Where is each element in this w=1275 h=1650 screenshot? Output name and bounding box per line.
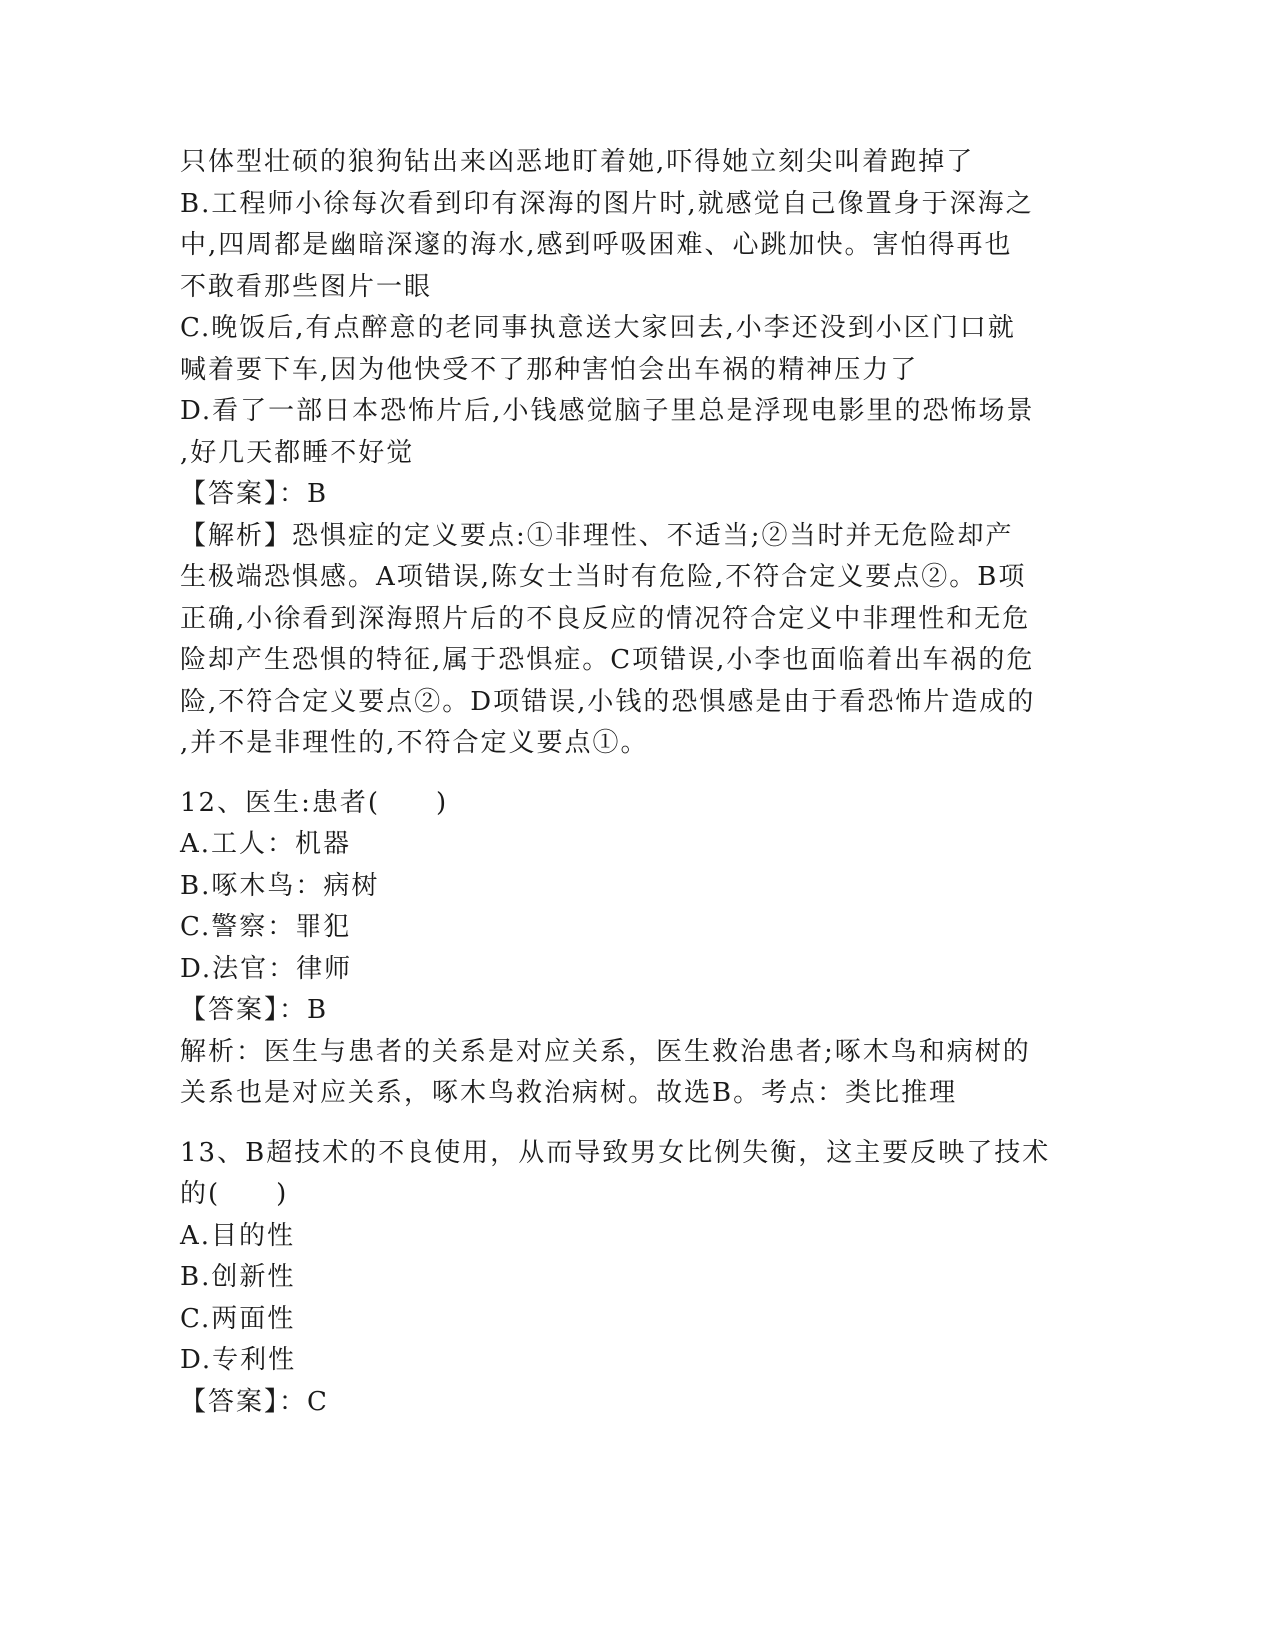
option-c: C.晚饭后,有点醉意的老同事执意送大家回去,小李还没到小区门口就 [180, 313, 1016, 343]
explanation: 【解析】恐惧症的定义要点:①非理性、不适当;②当时并无危险却产 [180, 520, 1014, 551]
option-b-line-2: 中,四周都是幽暗深邃的海水,感到呼吸困难、心跳加快。害怕得再也 [180, 230, 1013, 260]
explanation-line-6: ,并不是非理性的,不符合定义要点①。 [180, 728, 649, 758]
option-b: B.创新性 [180, 1262, 296, 1292]
explanation: 解析：医生与患者的关系是对应关系，医生救治患者;啄木鸟和病树的 [180, 1036, 1031, 1067]
option-b-line-3: 不敢看那些图片一眼 [180, 271, 433, 302]
question-stem-line-2: 的( ) [180, 1179, 289, 1209]
answer: 【答案】：B [180, 479, 329, 509]
option-a: A.工人：机器 [180, 829, 352, 859]
option-b: B.啄木鸟：病树 [180, 870, 380, 901]
explanation-line-2: 关系也是对应关系，啄木鸟救治病树。故选B。考点：类比推理 [180, 1078, 958, 1108]
option-c: C.警察：罪犯 [180, 912, 352, 942]
answer: 【答案】：C [180, 1386, 329, 1417]
question-12 [180, 783, 1040, 1115]
option-b: B.工程师小徐每次看到印有深海的图片时,就感觉自己像置身于深海之 [180, 188, 1034, 219]
option-d-line-2: ,好几天都睡不好觉 [180, 437, 415, 468]
option-a-continuation: 只体型壮硕的狼狗钻出来凶恶地盯着她,吓得她立刻尖叫着跑掉了 [180, 147, 975, 177]
document-page [180, 142, 1051, 1423]
option-a: A.目的性 [180, 1220, 296, 1251]
option-d: D.看了一部日本恐怖片后,小钱感觉脑子里总是浮现电影里的恐怖场景 [180, 396, 1035, 426]
question-stem: 12、医生:患者( ) [180, 787, 449, 818]
option-c-line-2: 喊着要下车,因为他快受不了那种害怕会出车祸的精神压力了 [180, 354, 919, 385]
answer: 【答案】：B [180, 995, 329, 1025]
question-13 [180, 1133, 1051, 1424]
question-stem: 13、B超技术的不良使用，从而导致男女比例失衡，这主要反映了技术 [180, 1137, 1051, 1168]
spacer [180, 1115, 1040, 1133]
explanation-line-3: 正确,小徐看到深海照片后的不良反应的情况符合定义中非理性和无危 [180, 603, 1031, 634]
q11-continuation [180, 142, 1040, 765]
option-c: C.两面性 [180, 1303, 296, 1334]
spacer [180, 765, 1040, 783]
option-d: D.法官：律师 [180, 953, 353, 984]
explanation-line-2: 生极端恐惧感。A项错误,陈女士当时有危险,不符合定义要点②。B项 [180, 562, 1027, 592]
option-d: D.专利性 [180, 1345, 297, 1375]
explanation-line-4: 险却产生恐惧的特征,属于恐惧症。C项错误,小李也面临着出车祸的危 [180, 645, 1035, 675]
explanation-line-5: 险,不符合定义要点②。D项错误,小钱的恐惧感是由于看恐怖片造成的 [180, 686, 1036, 717]
